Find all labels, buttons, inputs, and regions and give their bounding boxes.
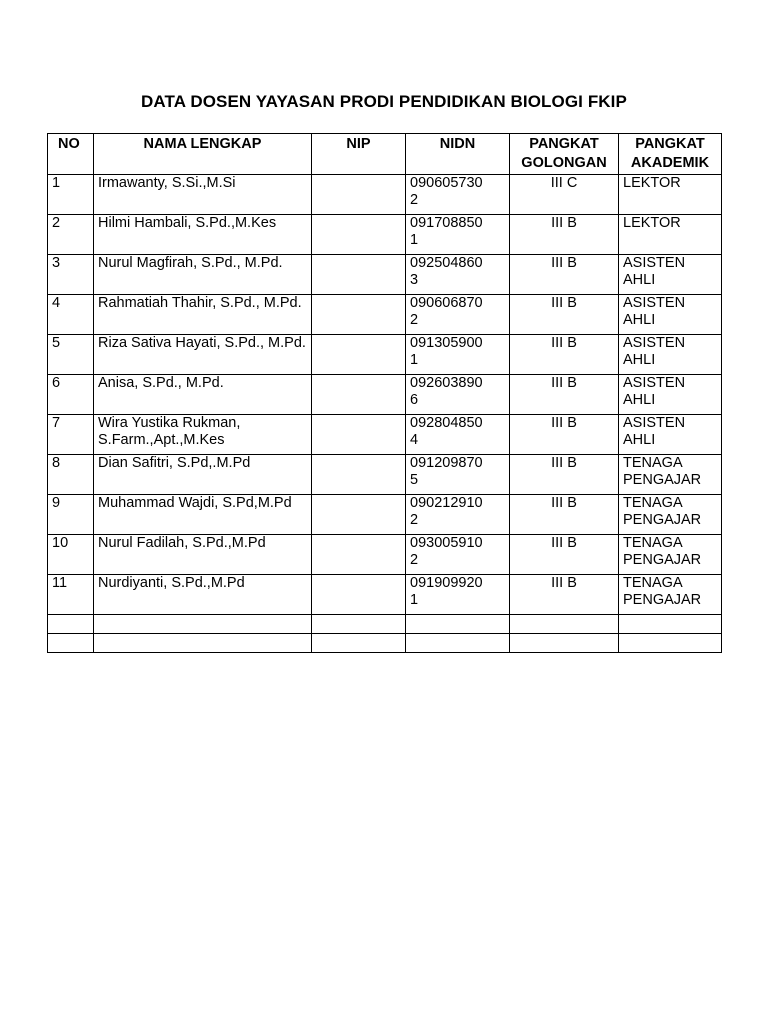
cell-no: 2	[48, 215, 94, 255]
empty-row	[48, 634, 722, 653]
cell-no: 7	[48, 415, 94, 455]
nidn-part-1: 091909920	[410, 575, 483, 591]
cell-golongan: III B	[510, 535, 619, 575]
cell-no: 9	[48, 495, 94, 535]
cell-nama: Rahmatiah Thahir, S.Pd., M.Pd.	[94, 295, 312, 335]
nidn-part-1: 090605730	[410, 175, 483, 191]
cell-nidn	[406, 175, 510, 215]
cell-golongan: III B	[510, 215, 619, 255]
table-row	[48, 495, 722, 535]
cell-nama: Muhammad Wajdi, S.Pd,M.Pd	[94, 495, 312, 535]
empty-cell	[94, 615, 312, 634]
header-no: NO	[48, 134, 94, 175]
table-row	[48, 535, 722, 575]
header-nip: NIP	[312, 134, 406, 175]
cell-golongan: III B	[510, 295, 619, 335]
nidn-part-2: 6	[410, 392, 419, 408]
nidn-part-2: 1	[410, 232, 419, 248]
nidn-part-2: 2	[410, 552, 419, 568]
empty-row	[48, 615, 722, 634]
table-row	[48, 255, 722, 295]
nidn-part-1: 092804850	[410, 415, 483, 431]
nidn-part-1: 090606870	[410, 295, 483, 311]
cell-no: 10	[48, 535, 94, 575]
cell-no: 4	[48, 295, 94, 335]
cell-akademik: ASISTEN AHLI	[619, 415, 722, 455]
cell-nip	[312, 255, 406, 295]
table-row	[48, 175, 722, 215]
cell-nip	[312, 175, 406, 215]
cell-nidn	[406, 415, 510, 455]
cell-akademik: LEKTOR	[619, 175, 722, 215]
cell-no: 5	[48, 335, 94, 375]
cell-no: 3	[48, 255, 94, 295]
empty-cell	[48, 634, 94, 653]
table-header	[48, 134, 722, 175]
cell-nip	[312, 295, 406, 335]
table-row	[48, 295, 722, 335]
nidn-part-2: 5	[410, 472, 419, 488]
cell-golongan: III B	[510, 335, 619, 375]
cell-nidn	[406, 575, 510, 615]
cell-nidn	[406, 335, 510, 375]
empty-cell	[312, 615, 406, 634]
empty-cell	[406, 634, 510, 653]
nidn-part-1: 092603890	[410, 375, 483, 391]
empty-cell	[48, 615, 94, 634]
cell-akademik: ASISTEN AHLI	[619, 295, 722, 335]
cell-nama: Nurul Fadilah, S.Pd.,M.Pd	[94, 535, 312, 575]
cell-nip	[312, 495, 406, 535]
nidn-part-1: 091209870	[410, 455, 483, 471]
cell-nama: Irmawanty, S.Si.,M.Si	[94, 175, 312, 215]
cell-nidn	[406, 215, 510, 255]
cell-golongan: III B	[510, 575, 619, 615]
cell-nama: Dian Safitri, S.Pd,.M.Pd	[94, 455, 312, 495]
cell-nama: Hilmi Hambali, S.Pd.,M.Kes	[94, 215, 312, 255]
cell-nidn	[406, 455, 510, 495]
cell-akademik: ASISTEN AHLI	[619, 255, 722, 295]
cell-golongan: III B	[510, 375, 619, 415]
table-row	[48, 575, 722, 615]
cell-akademik: TENAGA PENGAJAR	[619, 575, 722, 615]
nidn-part-2: 3	[410, 272, 419, 288]
empty-cell	[619, 615, 722, 634]
cell-akademik: TENAGA PENGAJAR	[619, 455, 722, 495]
cell-no: 6	[48, 375, 94, 415]
cell-nama: Wira Yustika Rukman, S.Farm.,Apt.,M.Kes	[94, 415, 312, 455]
cell-nama: Riza Sativa Hayati, S.Pd., M.Pd.	[94, 335, 312, 375]
cell-golongan: III B	[510, 495, 619, 535]
empty-cell	[406, 615, 510, 634]
nidn-part-2: 2	[410, 312, 419, 328]
cell-nip	[312, 415, 406, 455]
cell-nip	[312, 335, 406, 375]
cell-nip	[312, 535, 406, 575]
table-row	[48, 455, 722, 495]
cell-akademik: LEKTOR	[619, 215, 722, 255]
cell-nip	[312, 215, 406, 255]
cell-golongan: III B	[510, 455, 619, 495]
nidn-part-1: 092504860	[410, 255, 483, 271]
header-nidn: NIDN	[406, 134, 510, 175]
nidn-part-2: 2	[410, 192, 419, 208]
cell-no: 11	[48, 575, 94, 615]
cell-nama: Nurdiyanti, S.Pd.,M.Pd	[94, 575, 312, 615]
cell-no: 8	[48, 455, 94, 495]
cell-nidn	[406, 535, 510, 575]
cell-golongan: III C	[510, 175, 619, 215]
table-row	[48, 375, 722, 415]
cell-nama: Anisa, S.Pd., M.Pd.	[94, 375, 312, 415]
cell-akademik: ASISTEN AHLI	[619, 335, 722, 375]
nidn-part-1: 090212910	[410, 495, 483, 511]
nidn-part-2: 1	[410, 592, 419, 608]
empty-cell	[510, 634, 619, 653]
cell-nama: Nurul Magfirah, S.Pd., M.Pd.	[94, 255, 312, 295]
cell-nidn	[406, 295, 510, 335]
cell-nip	[312, 575, 406, 615]
nidn-part-1: 091305900	[410, 335, 483, 351]
table-row	[48, 335, 722, 375]
empty-cell	[510, 615, 619, 634]
empty-cell	[94, 634, 312, 653]
cell-nidn	[406, 255, 510, 295]
table-row	[48, 215, 722, 255]
lecturer-table	[47, 133, 722, 653]
table-row	[48, 415, 722, 455]
cell-nidn	[406, 495, 510, 535]
document-title: DATA DOSEN YAYASAN PRODI PENDIDIKAN BIOLOGI FKIP	[141, 92, 627, 111]
nidn-part-2: 2	[410, 512, 419, 528]
nidn-part-1: 091708850	[410, 215, 483, 231]
header-pangkat-golongan: PANGKAT GOLONGAN	[510, 134, 619, 175]
empty-cell	[312, 634, 406, 653]
nidn-part-1: 093005910	[410, 535, 483, 551]
header-pangkat-akademik: PANGKAT AKADEMIK	[619, 134, 722, 175]
table-body	[48, 175, 722, 653]
cell-akademik: TENAGA PENGAJAR	[619, 535, 722, 575]
header-row	[48, 134, 722, 175]
cell-nip	[312, 375, 406, 415]
nidn-part-2: 4	[410, 432, 419, 448]
cell-no: 1	[48, 175, 94, 215]
cell-akademik: TENAGA PENGAJAR	[619, 495, 722, 535]
cell-nip	[312, 455, 406, 495]
cell-akademik: ASISTEN AHLI	[619, 375, 722, 415]
cell-golongan: III B	[510, 255, 619, 295]
cell-nidn	[406, 375, 510, 415]
nidn-part-2: 1	[410, 352, 419, 368]
empty-cell	[619, 634, 722, 653]
cell-golongan: III B	[510, 415, 619, 455]
header-nama-lengkap: NAMA LENGKAP	[94, 134, 312, 175]
